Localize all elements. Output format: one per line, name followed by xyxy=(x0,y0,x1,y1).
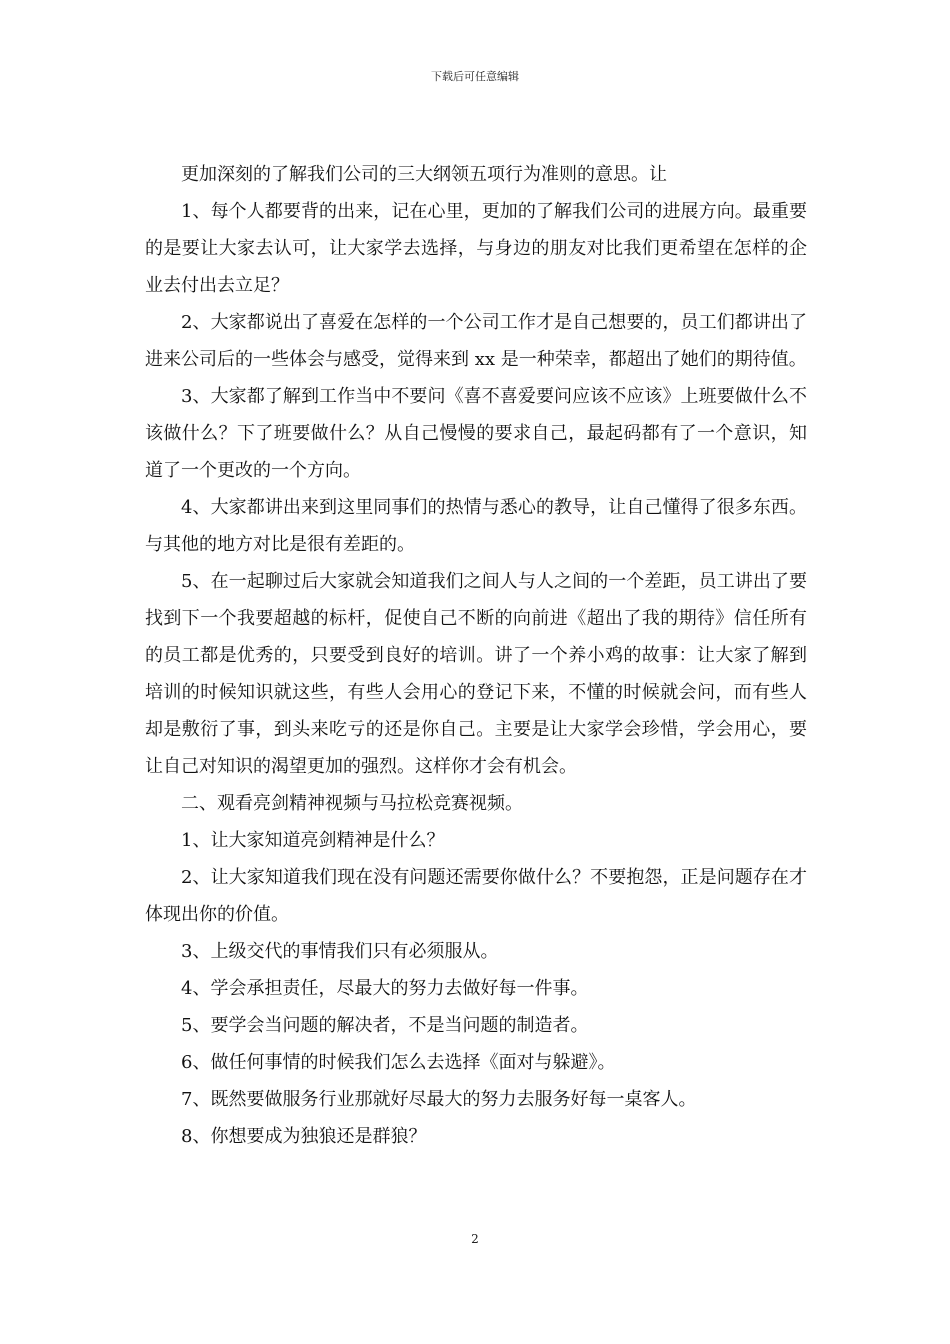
paragraph: 4、大家都讲出来到这里同事们的热情与悉心的教导，让自己懂得了很多东西。与其他的地方对比是很有差距的。 xyxy=(145,497,807,555)
paragraph: 5、在一起聊过后大家就会知道我们之间人与人之间的一个差距，员工讲出了要找到下一个我要超越的标杆，促使自己不断的向前进《超出了我的期待》信任所有的员工都是优秀的，只要受到良好的培训。讲了一个养小鸡的故事：让大家了解到培训的时候知识就这些，有些人会用心的登记下来，不懂的时候就会问，而有些人却是敷衍了事，到头来吃亏的还是你自己。主要是让大家学会珍惜，学会用心，要让自己对知识的渴望更加的强烈。这样你才会有机会。 xyxy=(145,571,807,777)
paragraph: 2、让大家知道我们现在没有问题还需要你做什么？不要抱怨，正是问题存在才体现出你的价值。 xyxy=(145,867,807,925)
paragraph: 4、学会承担责任，尽最大的努力去做好每一件事。 xyxy=(181,978,589,999)
page-number: 2 xyxy=(471,1232,479,1246)
page-header: 下载后可任意编辑 xyxy=(431,70,519,83)
paragraph: 6、做任何事情的时候我们怎么去选择《面对与躲避》。 xyxy=(181,1052,616,1073)
paragraph: 更加深刻的了解我们公司的三大纲领五项行为准则的意思。让 xyxy=(181,164,667,185)
paragraph: 7、既然要做服务行业那就好尽最大的努力去服务好每一桌客人。 xyxy=(181,1089,697,1110)
document-body xyxy=(145,156,807,1155)
paragraph: 3、大家都了解到工作当中不要问《喜不喜爱要问应该不应该》上班要做什么不该做什么？下了班要做什么？从自己慢慢的要求自己，最起码都有了一个意识，知道了一个更改的一个方向。 xyxy=(145,386,807,481)
paragraph: 5、要学会当问题的解决者，不是当问题的制造者。 xyxy=(181,1015,589,1036)
paragraph: 1、每个人都要背的出来，记在心里，更加的了解我们公司的进展方向。最重要的是要让大家去认可，让大家学去选择，与身边的朋友对比我们更希望在怎样的企业去付出去立足？ xyxy=(145,201,807,296)
paragraph: 2、大家都说出了喜爱在怎样的一个公司工作才是自己想要的，员工们都讲出了进来公司后的一些体会与感受，觉得来到 xx 是一种荣幸，都超出了她们的期待值。 xyxy=(145,312,807,370)
paragraph: 3、上级交代的事情我们只有必须服从。 xyxy=(181,941,499,962)
section-heading: 二、观看亮剑精神视频与马拉松竞赛视频。 xyxy=(181,793,523,814)
paragraph: 1、让大家知道亮剑精神是什么？ xyxy=(181,830,445,851)
paragraph: 8、你想要成为独狼还是群狼？ xyxy=(181,1126,427,1147)
